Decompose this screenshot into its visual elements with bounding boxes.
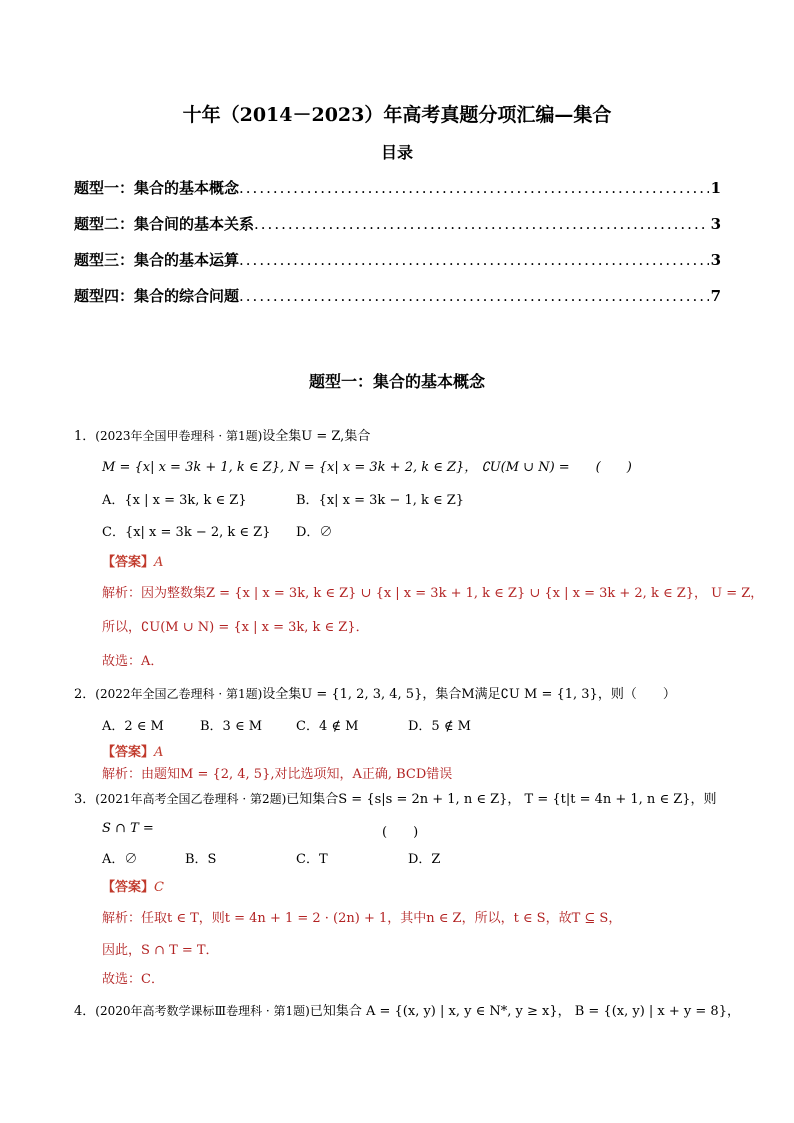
toc-item-label: 题型四：集合的综合问题 — [74, 287, 240, 305]
answer-label: 【答案】 — [102, 745, 155, 760]
answer-line — [102, 876, 164, 895]
question-stem: 设全集U = {1, 2, 3, 4, 5}，集合M满足∁U M = {1, 3}，则（ ） — [262, 687, 676, 702]
answer-value: A — [154, 555, 164, 570]
answer-label: 【答案】 — [102, 880, 155, 895]
toc-item-3[interactable] — [74, 249, 721, 270]
toc-item-2[interactable] — [74, 213, 721, 234]
option-d: D．5 ∉ M — [408, 719, 471, 734]
toc-item-page: 3 — [710, 251, 721, 269]
question-number: 1． — [74, 429, 96, 444]
toc-item-label: 题型一：集合的基本概念 — [74, 179, 240, 197]
option-c: C．4 ∉ M — [296, 719, 359, 734]
choice-text: 故选：A． — [102, 654, 164, 669]
question-source: (2020年高考数学课标Ⅲ卷理科 · 第1题) — [95, 1004, 310, 1018]
toc-leader-dots — [254, 215, 709, 233]
toc-item-page: 7 — [710, 287, 721, 305]
question-number: 3． — [74, 792, 96, 807]
toc-item-label: 题型二：集合间的基本关系 — [74, 215, 255, 233]
answer-value: C — [154, 880, 164, 895]
toc-leader-dots — [239, 179, 709, 197]
toc-leader-dots — [239, 251, 709, 269]
question-3-header — [74, 788, 717, 807]
toc-item-page: 3 — [710, 215, 721, 233]
toc-item-label: 题型三：集合的基本运算 — [74, 251, 240, 269]
question-number: 2． — [74, 687, 96, 702]
analysis-text: 解析：由题知M = {2, 4, 5},对比选项知，A正确, BCD错误 — [102, 767, 453, 782]
toc-item-page: 1 — [710, 179, 721, 197]
answer-line — [102, 741, 163, 760]
question-1-stem-2: M = {x| x = 3k + 1, k ∈ Z}, N = {x| x = 3k + 2, k ∈ Z}， ∁U(M ∪ N) = ( ) — [102, 460, 632, 475]
analysis-text: 解析：因为整数集Z = {x | x = 3k, k ∈ Z} ∪ {x | x = 3k + 1, k ∈ Z} ∪ {x | x = 3k + 2, k ∈ Z}， U = Z， — [102, 586, 764, 601]
question-3-paren: ( ) — [382, 825, 419, 840]
toc-heading: 目录 — [380, 143, 413, 162]
question-source: (2021年高考全国乙卷理科 · 第2题) — [95, 792, 287, 806]
toc-leader-dots — [239, 287, 709, 305]
option-a: A．2 ∈ M — [102, 719, 164, 734]
option-d: D．Z — [408, 852, 441, 867]
question-source: (2023年全国甲卷理科 · 第1题) — [95, 429, 263, 443]
option-c: C．T — [296, 852, 328, 867]
answer-label: 【答案】 — [102, 555, 155, 570]
section-title: 题型一：集合的基本概念 — [308, 372, 485, 391]
analysis-text-2: 因此，S ∩ T = T． — [102, 943, 219, 958]
question-stem: 已知集合 A = {(x, y) | x, y ∈ N*, y ≥ x}， B = {(x, y) | x + y = 8}， — [309, 1004, 740, 1019]
toc-item-1[interactable] — [74, 177, 721, 198]
question-4-header — [74, 1000, 740, 1019]
answer-value: A — [154, 745, 164, 760]
choice-text: 故选：C． — [102, 972, 164, 987]
document-title: 十年（2014－2023）年高考真题分项汇编—集合 — [182, 104, 612, 126]
option-b: B．{x| x = 3k − 1, k ∈ Z} — [296, 493, 465, 508]
question-source: (2022年全国乙卷理科 · 第1题) — [95, 687, 263, 701]
option-a: A．∅ — [102, 852, 138, 867]
option-d: D．∅ — [296, 525, 333, 540]
question-stem: 设全集U = Z,集合 — [262, 429, 371, 444]
question-stem: 已知集合S = {s|s = 2n + 1, n ∈ Z}， T = {t|t = 4n + 1, n ∈ Z}，则 — [286, 792, 717, 807]
option-b: B．3 ∈ M — [200, 719, 263, 734]
option-b: B．S — [185, 852, 217, 867]
option-c: C．{x| x = 3k − 2, k ∈ Z} — [102, 525, 271, 540]
question-3-stem-2: S ∩ T = — [102, 821, 154, 836]
analysis-text-2: 所以，∁U(M ∪ N) = {x | x = 3k, k ∈ Z}． — [102, 620, 369, 635]
question-2-header — [74, 683, 676, 702]
toc-item-4[interactable] — [74, 285, 721, 306]
analysis-text: 解析：任取t ∈ T，则t = 4n + 1 = 2 · (2n) + 1，其中n ∈ Z，所以，t ∈ S，故T ⊆ S， — [102, 911, 622, 926]
answer-line — [102, 551, 163, 570]
question-1-header — [74, 425, 370, 444]
question-number: 4． — [74, 1004, 96, 1019]
option-a: A．{x | x = 3k, k ∈ Z} — [102, 493, 247, 508]
